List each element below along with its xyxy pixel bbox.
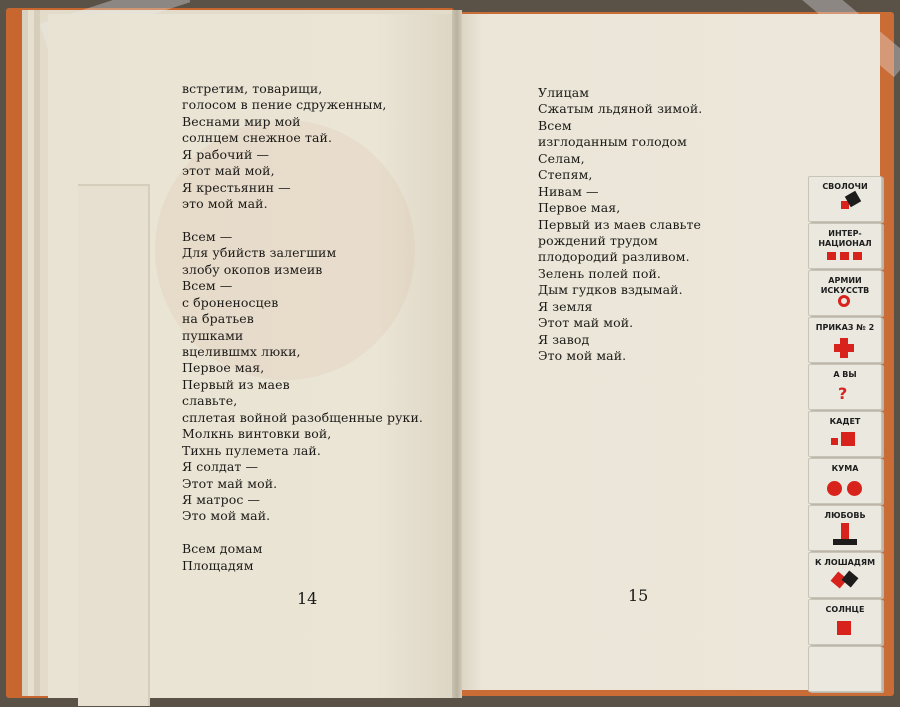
tab-lyubov[interactable] xyxy=(808,505,882,551)
poem-line: Тихнь пулемета лай. xyxy=(182,442,321,458)
poem-line: Я солдат — xyxy=(182,459,259,475)
left-page-poem-text xyxy=(182,81,423,574)
poem-line: рождений трудом xyxy=(538,232,658,248)
poem-line: Я земля xyxy=(538,298,593,314)
tab-kadet[interactable] xyxy=(808,411,882,457)
poem-line: Площадям xyxy=(182,557,254,573)
poem-line: голосом в пение сдруженным, xyxy=(182,97,387,113)
three-squares-icon xyxy=(827,252,836,260)
poem-line: Всем — xyxy=(182,228,233,244)
poem-line: Всем — xyxy=(182,278,233,294)
question-mark-icon: ? xyxy=(838,384,848,403)
poem-line: изглоданным голодом xyxy=(538,134,688,150)
poem-line: Нивам — xyxy=(538,183,599,199)
poem-line: с броненосцев xyxy=(182,294,279,310)
tab-solntse[interactable] xyxy=(808,599,882,645)
tab-armii-iskusstv[interactable] xyxy=(808,270,882,316)
poem-line: Первое мая, xyxy=(538,200,621,216)
tab-label: ИНТЕР- НАЦИОНАЛ xyxy=(818,229,872,248)
poem-line: Я рабочий — xyxy=(182,146,270,162)
poem-line: вцелившмх люки, xyxy=(182,344,301,359)
tab-label: СОЛНЦЕ xyxy=(825,605,865,614)
inverted-t-icon xyxy=(841,523,849,539)
tab-svolochi[interactable] xyxy=(808,176,882,222)
book-gutter xyxy=(452,10,462,698)
left-page-number: 14 xyxy=(297,589,318,608)
poem-line: Это мой май. xyxy=(182,508,271,524)
tab-label: А ВЫ xyxy=(833,370,857,379)
poem-line xyxy=(182,525,423,541)
tab-label: ЛЮБОВЬ xyxy=(824,511,866,520)
two-circles-icon xyxy=(847,481,862,496)
right-page-poem-text xyxy=(538,85,702,364)
poem-line: Веснами мир мой xyxy=(182,113,301,129)
poem-line: встретим, товарищи, xyxy=(182,81,323,96)
tab-blank[interactable] xyxy=(808,646,882,692)
poem-line: пушками xyxy=(182,327,244,343)
poem-line: Я крестьянин — xyxy=(182,179,291,195)
tilted-squares-icon xyxy=(842,571,859,588)
square-icon xyxy=(837,621,851,635)
tab-label: ПРИКАЗ № 2 xyxy=(815,323,875,332)
poem-line: Это мой май. xyxy=(538,348,627,363)
poem-line: Первое мая, xyxy=(182,360,265,376)
poem-line: Первый из маев славьте xyxy=(538,216,702,232)
poem-line: Этот май мой. xyxy=(182,475,278,491)
cross-icon xyxy=(834,344,854,352)
poem-line: это мой май. xyxy=(182,196,268,212)
poem-line: Этот май мой. xyxy=(538,315,634,331)
three-squares-icon xyxy=(853,252,862,260)
poem-line: сплетая войной разобщенные руки. xyxy=(182,409,423,425)
tab-kuma[interactable] xyxy=(808,458,882,504)
poem-line: Я матрос — xyxy=(182,491,261,507)
tab-k-loshadyam[interactable] xyxy=(808,552,882,598)
tab-a-vy[interactable] xyxy=(808,364,882,410)
tab-prikaz-2[interactable] xyxy=(808,317,882,363)
poem-line: на братьев xyxy=(182,311,254,327)
poem-line: Всем домам xyxy=(182,541,263,557)
poem-line: плодородий разливом. xyxy=(538,249,690,265)
small-and-large-square-icon xyxy=(831,438,838,445)
tab-label: КУМА xyxy=(831,464,859,473)
poem-line: Для убийств залегшим xyxy=(182,245,337,261)
poem-line: Всем xyxy=(538,117,572,133)
inverted-t-icon xyxy=(833,539,857,545)
poem-line: солнцем снежное тай. xyxy=(182,130,333,146)
poem-line: злобу окопов измеив xyxy=(182,261,323,277)
poem-line: Первый из маев xyxy=(182,376,290,392)
ring-icon xyxy=(838,295,850,307)
tab-label: АРМИИ ИСКУССТВ xyxy=(820,276,870,295)
three-squares-icon xyxy=(840,252,849,260)
poem-line: Зелень полей пой. xyxy=(538,265,661,281)
right-page-number: 15 xyxy=(628,586,649,605)
tab-label: КАДЕТ xyxy=(829,417,861,426)
tab-internatsional[interactable] xyxy=(808,223,882,269)
small-and-large-square-icon xyxy=(841,432,855,446)
tab-label: К ЛОШАДЯМ xyxy=(814,558,876,567)
poem-line: Степям, xyxy=(538,167,593,183)
poem-line: Сжатым льдяной зимой. xyxy=(538,101,703,117)
thumb-index-tabs xyxy=(808,176,880,691)
poem-line: Я завод xyxy=(538,331,590,347)
poem-line xyxy=(182,213,423,229)
poem-line: Улицам xyxy=(538,85,590,100)
folded-page-edge xyxy=(78,184,150,706)
tab-label: СВОЛОЧИ xyxy=(822,182,868,191)
two-circles-icon xyxy=(827,481,842,496)
poem-line: этот май мой, xyxy=(182,163,275,179)
poem-line: славьте, xyxy=(182,393,238,409)
poem-line: Селам, xyxy=(538,150,585,166)
poem-line: Молкнь винтовки вой, xyxy=(182,426,332,442)
poem-line: Дым гудков вздымай. xyxy=(538,282,683,298)
